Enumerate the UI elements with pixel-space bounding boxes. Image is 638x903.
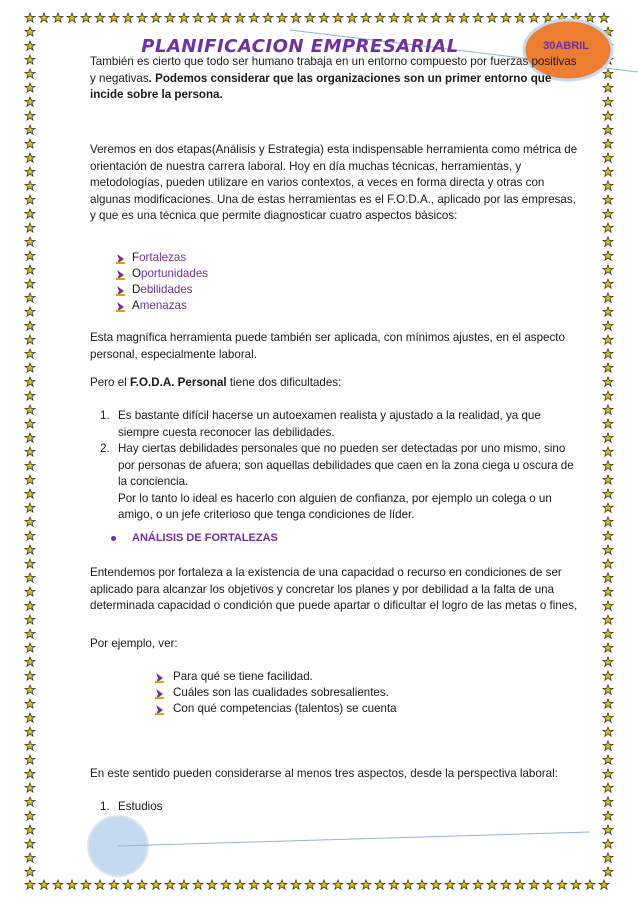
star-icon (603, 503, 613, 512)
star-icon (123, 880, 133, 889)
star-icon (25, 783, 35, 792)
star-icon (25, 839, 35, 848)
list-item: 1. Estudios (100, 800, 163, 813)
star-icon (603, 433, 613, 442)
star-icon (417, 880, 427, 889)
star-icon (347, 880, 357, 889)
star-icon (603, 727, 613, 736)
star-icon (81, 880, 91, 889)
star-icon (109, 880, 119, 889)
star-icon (137, 13, 147, 22)
star-icon (25, 643, 35, 652)
star-icon (25, 699, 35, 708)
star-icon (603, 587, 613, 596)
star-icon (585, 880, 595, 889)
star-icon (249, 13, 259, 22)
bullet-icon (155, 704, 164, 714)
star-icon (179, 880, 189, 889)
star-icon (603, 237, 613, 246)
star-icon (25, 671, 35, 680)
star-icon (487, 13, 497, 22)
star-icon (603, 601, 613, 610)
date-badge-label: 30ABRIL (543, 40, 589, 52)
star-icon (25, 97, 35, 106)
star-icon (603, 699, 613, 708)
star-icon (501, 880, 511, 889)
star-icon (603, 111, 613, 120)
star-icon (603, 307, 613, 316)
star-icon (305, 880, 315, 889)
paragraph-difficulties: Pero el F.O.D.A. Personal tiene dos dificultades: (90, 376, 342, 389)
star-icon (603, 615, 613, 624)
bullet-icon (116, 269, 125, 279)
star-icon (235, 880, 245, 889)
star-icon (263, 13, 273, 22)
foda-list (90, 250, 580, 314)
star-icon (445, 880, 455, 889)
star-icon (603, 573, 613, 582)
star-icon (431, 13, 441, 22)
star-icon (25, 167, 35, 176)
star-icon (25, 195, 35, 204)
star-icon (25, 517, 35, 526)
star-icon (603, 461, 613, 470)
paragraph-example: Por ejemplo, ver: (90, 637, 178, 650)
star-icon (25, 111, 35, 120)
star-icon (39, 880, 49, 889)
star-icon (25, 713, 35, 722)
list-item: Amenazas (90, 298, 580, 314)
star-icon (221, 880, 231, 889)
star-icon (25, 503, 35, 512)
star-icon (25, 685, 35, 694)
bullet-icon (155, 672, 164, 682)
star-icon (53, 13, 63, 22)
star-icon (81, 13, 91, 22)
star-icon (459, 880, 469, 889)
star-icon (417, 13, 427, 22)
star-icon (319, 880, 329, 889)
example-list (90, 669, 580, 717)
star-icon (389, 13, 399, 22)
star-icon (501, 13, 511, 22)
star-icon (603, 293, 613, 302)
star-icon (25, 797, 35, 806)
star-icon (603, 349, 613, 358)
star-icon (25, 13, 35, 22)
star-icon (25, 880, 35, 889)
star-icon (25, 251, 35, 260)
star-icon (403, 880, 413, 889)
list-item: Fortalezas (90, 250, 580, 266)
star-icon (361, 13, 371, 22)
star-icon (25, 811, 35, 820)
star-icon (459, 13, 469, 22)
star-icon (305, 13, 315, 22)
blue-line-bottom (118, 832, 590, 846)
star-icon (603, 181, 613, 190)
star-icon (603, 335, 613, 344)
star-icon (603, 671, 613, 680)
star-icon (165, 880, 175, 889)
star-icon (221, 13, 231, 22)
star-icon (25, 349, 35, 358)
star-icon (603, 517, 613, 526)
star-icon (25, 769, 35, 778)
bullet-icon (116, 253, 125, 263)
star-icon (25, 531, 35, 540)
star-icon (25, 83, 35, 92)
star-icon (603, 265, 613, 274)
aspects-list (90, 799, 580, 816)
star-icon (603, 783, 613, 792)
star-icon (25, 405, 35, 414)
star-icon (319, 13, 329, 22)
star-icon (603, 419, 613, 428)
star-icon (207, 13, 217, 22)
star-icon (277, 13, 287, 22)
star-icon (25, 307, 35, 316)
star-icon (333, 880, 343, 889)
star-icon (603, 377, 613, 386)
star-icon (375, 13, 385, 22)
star-icon (165, 13, 175, 22)
star-icon (603, 167, 613, 176)
star-icon (53, 880, 63, 889)
star-icon (25, 181, 35, 190)
star-icon (25, 475, 35, 484)
star-icon (25, 853, 35, 862)
star-icon (603, 447, 613, 456)
star-icon (151, 880, 161, 889)
star-icon (603, 475, 613, 484)
star-icon (603, 531, 613, 540)
star-icon (603, 391, 613, 400)
list-item: Con qué competencias (talentos) se cuenta (90, 701, 580, 717)
star-icon (603, 363, 613, 372)
star-icon (603, 643, 613, 652)
star-icon (603, 139, 613, 148)
star-icon (603, 867, 613, 876)
star-icon (179, 13, 189, 22)
bullet-icon (116, 285, 125, 295)
list-item: Para qué se tiene facilidad. (90, 669, 580, 685)
star-icon (25, 615, 35, 624)
star-icon (25, 265, 35, 274)
star-icon (603, 853, 613, 862)
star-icon (603, 321, 613, 330)
list-item: Cuáles son las cualidades sobresalientes. (90, 685, 580, 701)
star-icon (25, 335, 35, 344)
star-icon (603, 629, 613, 638)
page-title: PLANIFICACION EMPRESARIAL (141, 36, 459, 57)
star-icon (25, 433, 35, 442)
star-icon (603, 97, 613, 106)
star-icon (603, 125, 613, 134)
star-icon (25, 545, 35, 554)
star-icon (529, 880, 539, 889)
star-icon (193, 880, 203, 889)
star-icon (603, 545, 613, 554)
star-icon (25, 223, 35, 232)
star-icon (25, 727, 35, 736)
star-icon (123, 13, 133, 22)
star-icon (25, 377, 35, 386)
bullet-icon (116, 301, 125, 311)
star-icon (25, 559, 35, 568)
star-icon (25, 363, 35, 372)
paragraph-foda-intro: Veremos en dos etapas(Análisis y Estrategia) esta indispensable herramienta como métrica de orientación de nuestra carrera laboral. Hoy en día muchas técnicas, herramientas, y metodologías, pueden utilizare en varios contextos, a veces en forma directa y otras con algunas modificaciones. Una de estas herramientas es el F.O.D.A., aplicado por las empresas, y que es una técnica que permite diagnosticar cuatro aspectos básicos: (90, 143, 578, 222)
star-icon (25, 139, 35, 148)
star-icon (291, 880, 301, 889)
star-icon (431, 880, 441, 889)
star-icon (291, 13, 301, 22)
star-icon (25, 825, 35, 834)
star-icon (603, 685, 613, 694)
star-icon (207, 880, 217, 889)
star-icon (445, 13, 455, 22)
star-icon (25, 293, 35, 302)
star-icon (603, 83, 613, 92)
star-icon (603, 769, 613, 778)
paragraph-personal: Esta magnífica herramienta puede también ser aplicada, con mínimos ajustes, en el aspecto personal, especialmente laboral. (90, 331, 565, 361)
star-icon (603, 195, 613, 204)
star-icon (25, 209, 35, 218)
star-icon (375, 880, 385, 889)
star-icon (25, 279, 35, 288)
list-item: Oportunidades (90, 266, 580, 282)
list-item: Debilidades (90, 282, 580, 298)
star-icon (603, 489, 613, 498)
star-icon (603, 405, 613, 414)
star-icon (25, 153, 35, 162)
star-icon (403, 13, 413, 22)
paragraph-intro: También es cierto que todo ser humano trabaja en un entorno compuesto por fuerzas positivas y negativas. Podemos considerar que las organizaciones son un primer entorno que incide sobre la persona. (90, 55, 577, 101)
star-icon (603, 839, 613, 848)
paragraph-fortaleza: Entendemos por fortaleza a la existencia de una capacidad o recurso en condiciones de ser aplicado para alcanzar los objetivos y concretar los planes y por debilidad a la falta de una determinada capacidad o condición que puede apartar o dificultar el logro de las metas o fines, (90, 566, 578, 612)
star-icon (109, 13, 119, 22)
star-icon (543, 880, 553, 889)
star-icon (235, 13, 245, 22)
star-icon (599, 880, 609, 889)
star-icon (361, 880, 371, 889)
bullet-dot-icon (111, 536, 116, 541)
star-icon (603, 811, 613, 820)
star-icon (473, 13, 483, 22)
star-icon (25, 391, 35, 400)
star-icon (25, 125, 35, 134)
star-icon (67, 880, 77, 889)
star-icon (603, 153, 613, 162)
star-icon (25, 587, 35, 596)
list-item: 2. Hay ciertas debilidades personales que no pueden ser detectadas por uno mismo, sino por personas de afuera; son aquellas debilidades que caen en la zona ciega u oscura de la conciencia. Por lo tanto lo ideal es hacerlo con alguien de confianza, por ejemplo un colega o un amigo, o un jefe criterioso que tenga condiciones de líder. (100, 442, 574, 521)
star-icon (193, 13, 203, 22)
star-icon (277, 880, 287, 889)
star-icon (487, 880, 497, 889)
paragraph-aspects: En este sentido pueden considerarse al menos tres aspectos, desde la perspectiva laboral: (90, 767, 558, 780)
star-icon (473, 880, 483, 889)
star-icon (603, 209, 613, 218)
star-icon (67, 13, 77, 22)
star-icon (95, 880, 105, 889)
star-icon (603, 755, 613, 764)
star-icon (263, 880, 273, 889)
list-item: 1. Es bastante difícil hacerse un autoexamen realista y ajustado a la realidad, ya que siempre cuesta reconocer las debilidades. (100, 409, 541, 439)
star-icon (347, 13, 357, 22)
star-icon (603, 797, 613, 806)
star-icon (25, 447, 35, 456)
difficulties-list (90, 408, 580, 524)
star-icon (603, 657, 613, 666)
star-icon (25, 629, 35, 638)
bullet-icon (155, 688, 164, 698)
star-icon (603, 559, 613, 568)
star-icon (39, 13, 49, 22)
star-icon (249, 880, 259, 889)
star-icon (25, 237, 35, 246)
star-icon (25, 419, 35, 428)
star-icon (25, 741, 35, 750)
star-icon (603, 279, 613, 288)
star-icon (571, 880, 581, 889)
star-icon (25, 657, 35, 666)
star-icon (137, 880, 147, 889)
star-icon (603, 251, 613, 260)
star-icon (603, 223, 613, 232)
star-icon (95, 13, 105, 22)
star-icon (25, 489, 35, 498)
star-icon (603, 825, 613, 834)
star-icon (151, 13, 161, 22)
star-icon (25, 755, 35, 764)
star-icon (25, 27, 35, 36)
star-icon (25, 601, 35, 610)
star-icon (25, 867, 35, 876)
star-icon (333, 13, 343, 22)
star-icon (603, 741, 613, 750)
star-icon (515, 880, 525, 889)
star-icon (389, 880, 399, 889)
star-icon (603, 713, 613, 722)
star-icon (557, 880, 567, 889)
star-icon (25, 321, 35, 330)
star-icon (25, 461, 35, 470)
star-icon (25, 69, 35, 78)
star-icon (25, 573, 35, 582)
